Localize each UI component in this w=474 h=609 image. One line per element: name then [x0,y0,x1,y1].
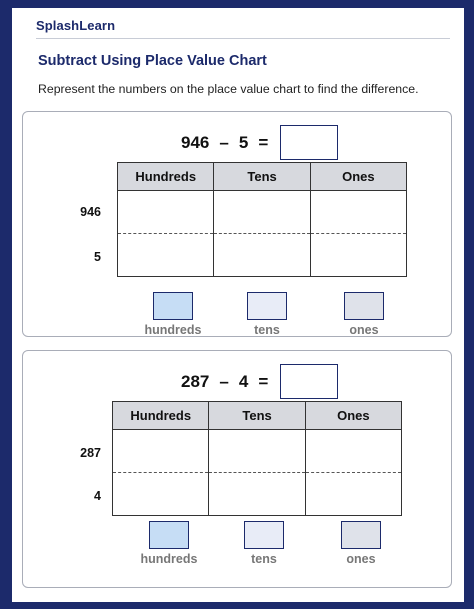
col-header-tens: Tens [214,163,310,191]
col-header-hundreds: Hundreds [113,402,209,430]
cell-ones[interactable] [305,473,401,516]
equals-sign: = [258,371,269,391]
col-header-tens: Tens [209,402,305,430]
page-title: Subtract Using Place Value Chart [38,53,267,69]
problem-card-2 [22,350,452,588]
minuend: 287 [181,371,210,391]
tens-block [227,292,307,337]
cell-tens[interactable] [209,430,305,473]
hundreds-square-icon [149,521,189,549]
block-label: tens [254,323,280,337]
cell-hundreds[interactable] [118,234,214,277]
instruction-text: Represent the numbers on the place value chart to find the difference. [38,82,419,96]
cell-tens[interactable] [214,191,310,234]
equals-sign: = [258,132,269,152]
ones-block [324,292,404,337]
hundreds-block [129,521,209,566]
operator: – [219,371,229,391]
cell-hundreds[interactable] [113,473,209,516]
cell-ones[interactable] [305,430,401,473]
tens-square-icon [244,521,284,549]
problem-card-1 [22,111,452,337]
row-label: 4 [94,489,101,503]
subtrahend: 4 [238,371,249,391]
brand-logo: SplashLearn [36,18,116,33]
hundreds-block [133,292,213,337]
ones-block [321,521,401,566]
answer-box[interactable] [280,364,338,399]
subtrahend: 5 [238,132,249,152]
block-label: ones [346,552,376,566]
col-header-ones: Ones [305,402,401,430]
cell-hundreds[interactable] [118,191,214,234]
tens-square-icon [247,292,287,320]
cell-ones[interactable] [310,234,406,277]
cell-ones[interactable] [310,191,406,234]
operator: – [219,132,229,152]
hundreds-square-icon [153,292,193,320]
row-label: 946 [80,205,101,219]
ones-square-icon [341,521,381,549]
minuend: 946 [181,132,210,152]
answer-box[interactable] [280,125,338,160]
ones-square-icon [344,292,384,320]
tens-block [224,521,304,566]
header-divider [36,38,450,39]
row-label: 5 [94,250,101,264]
col-header-hundreds: Hundreds [118,163,214,191]
block-label: hundreds [144,323,202,337]
block-label: hundreds [140,552,198,566]
place-value-table [112,401,402,516]
cell-tens[interactable] [209,473,305,516]
cell-hundreds[interactable] [113,430,209,473]
equation [181,364,338,399]
block-label: ones [349,323,379,337]
block-label: tens [251,552,277,566]
row-label: 287 [80,446,101,460]
worksheet-page [12,8,464,602]
col-header-ones: Ones [310,163,406,191]
equation [181,125,338,160]
place-value-table [117,162,407,277]
cell-tens[interactable] [214,234,310,277]
